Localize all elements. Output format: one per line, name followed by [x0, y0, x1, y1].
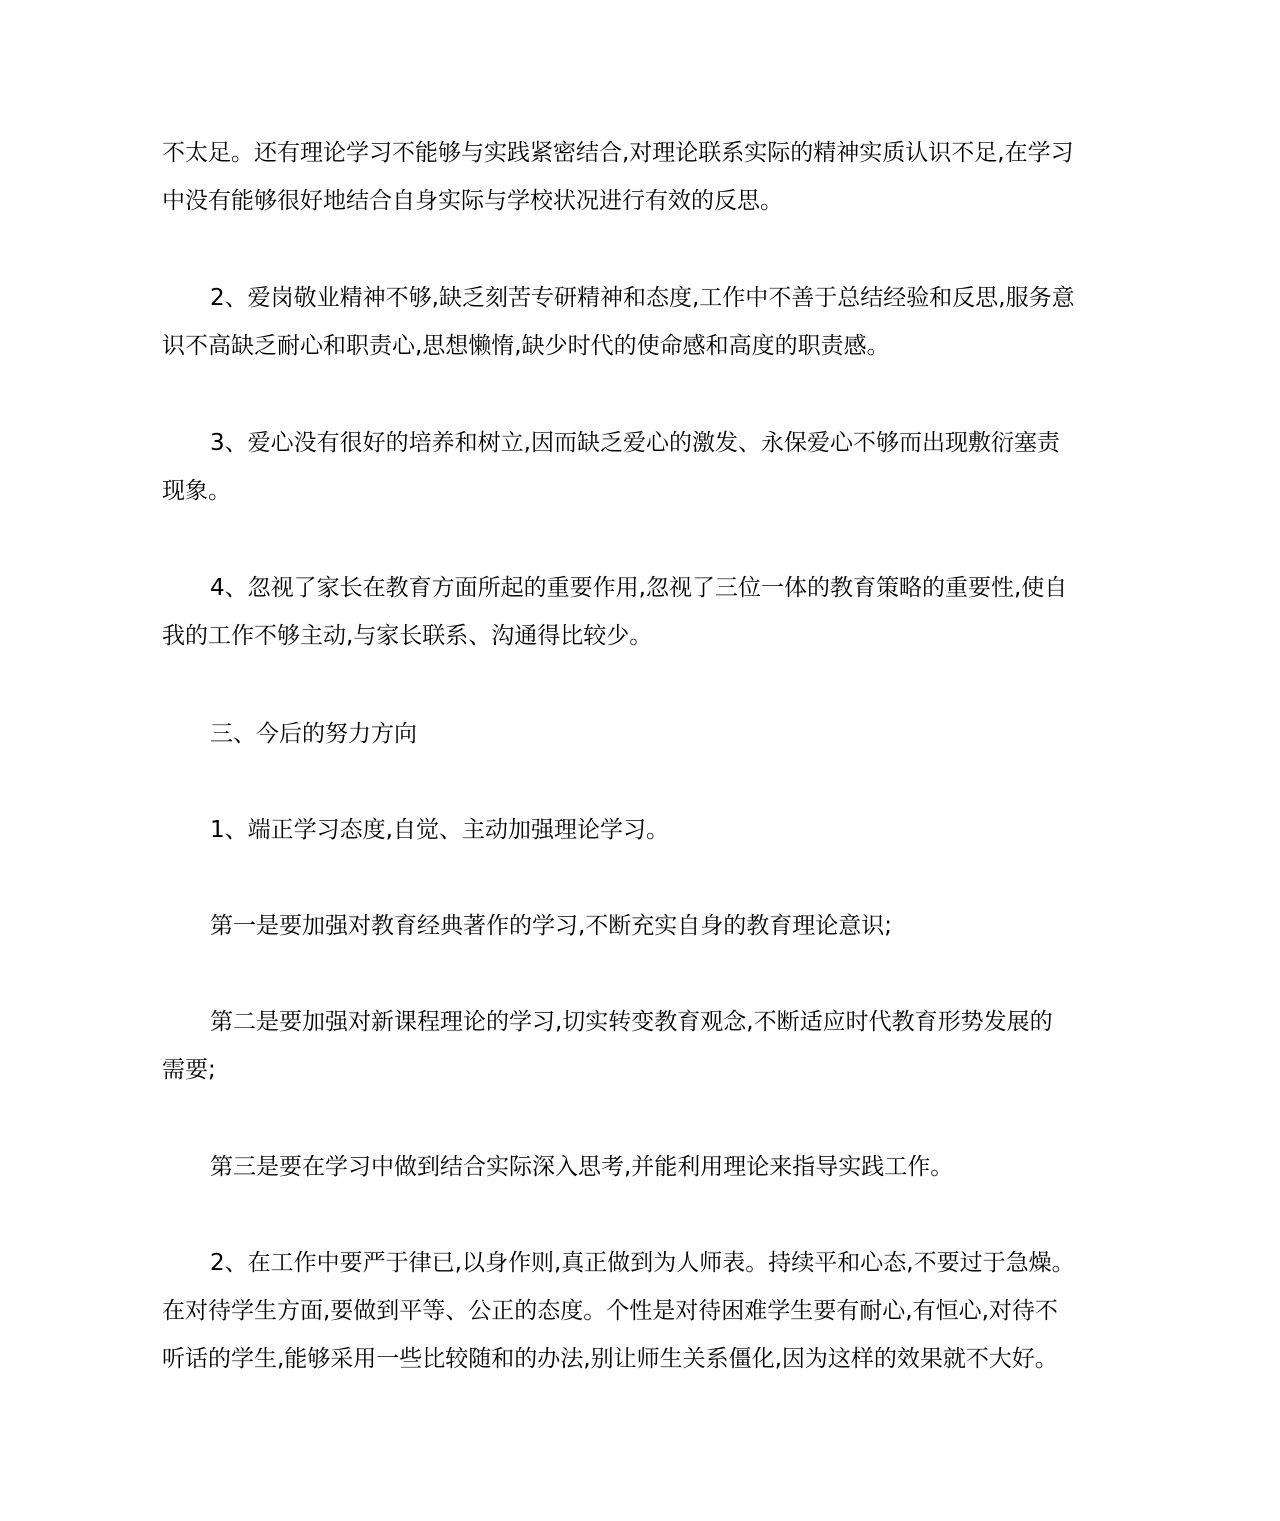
text-line: 不太足。还有理论学习不能够与实践紧密结合,对理论联系实际的精神实质认识不足,在学习	[162, 140, 1074, 166]
text-line: 我的工作不够主动,与家长联系、沟通得比较少。	[162, 623, 653, 649]
text-line: 2、在工作中要严于律已,以身作则,真正做到为人师表。持续平和心态,不要过于急燥。	[210, 1250, 1075, 1276]
text-line: 三、今后的努力方向	[210, 721, 417, 747]
text-line: 听话的学生,能够采用一些比较随和的办法,别让师生关系僵化,因为这样的效果就不大好。	[162, 1346, 1058, 1372]
text-line: 需要;	[162, 1057, 216, 1083]
text-line: 4、忽视了家长在教育方面所起的重要作用,忽视了三位一体的教育策略的重要性,使自	[210, 575, 1068, 601]
paragraph-continuation	[162, 129, 1122, 225]
paragraph-third	[162, 1143, 1122, 1191]
paragraph-first	[162, 902, 1122, 950]
text-line: 在对待学生方面,要做到平等、公正的态度。个性是对待困难学生要有耐心,有恒心,对待不	[162, 1298, 1058, 1324]
paragraph-item-2	[162, 274, 1122, 370]
paragraph-direction-1	[162, 806, 1122, 854]
paragraph-item-4	[162, 564, 1122, 660]
paragraph-direction-2	[162, 1239, 1122, 1383]
text-line: 1、端正学习态度,自觉、主动加强理论学习。	[210, 817, 669, 843]
text-line: 第一是要加强对教育经典著作的学习,不断充实自身的教育理论意识;	[210, 913, 893, 939]
text-line: 第二是要加强对新课程理论的学习,切实转变教育观念,不断适应时代教育形势发展的	[210, 1009, 1053, 1035]
text-line: 3、爱心没有很好的培养和树立,因而缺乏爱心的激发、永保爱心不够而出现敷衍塞责	[210, 430, 1060, 456]
text-line: 2、爱岗敬业精神不够,缺乏刻苦专研精神和态度,工作中不善于总结经验和反思,服务意	[210, 285, 1075, 311]
paragraph-item-3	[162, 419, 1122, 515]
text-line: 第三是要在学习中做到结合实际深入思考,并能利用理论来指导实践工作。	[210, 1154, 954, 1180]
text-line: 中没有能够很好地结合自身实际与学校状况进行有效的反思。	[162, 188, 783, 214]
text-line: 识不高缺乏耐心和职责心,思想懒惰,缺少时代的使命感和高度的职责感。	[162, 333, 890, 359]
text-line: 现象。	[162, 478, 231, 504]
paragraph-second	[162, 998, 1122, 1094]
section-heading	[162, 710, 1122, 758]
